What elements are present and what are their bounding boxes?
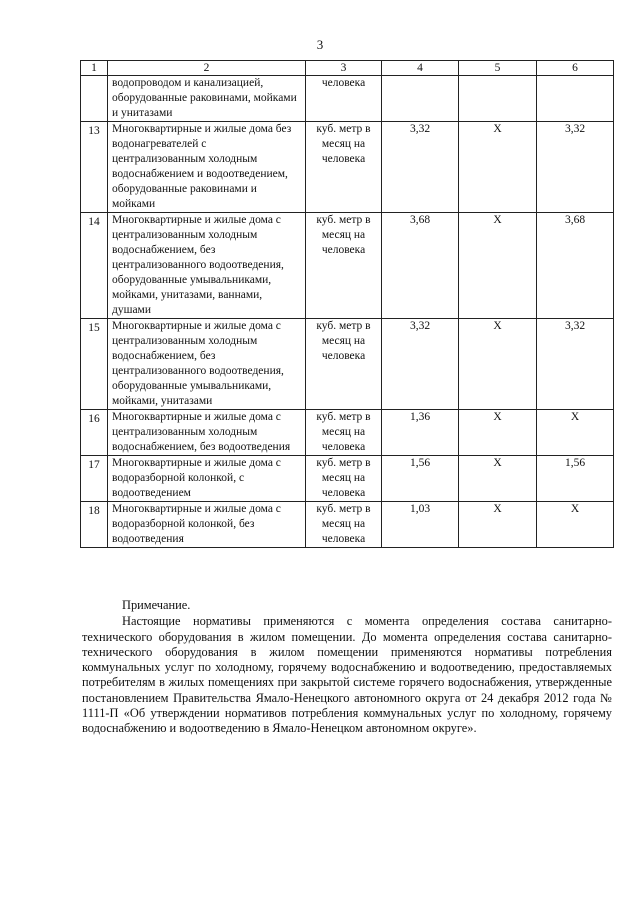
table-row-continued <box>81 76 614 122</box>
note-text: Настоящие нормативы применяются с момента определения состава санитарно-технического оборудования в жилом помещении. До момента определения состава санитарно-технического оборудования в жилом помещении применяются нормативы потребления коммунальных услуг по холодному, горячему водоснабжению и водоотведению, предоставляемых потребителям в жилых помещениях при закрытой системе горячего водоснабжения, утвержденные постановлением Правительства Ямало-Ненецкого автономного округа от 24 декабря 2012 года № 1111-П «Об утверждении нормативов потребления коммунальных услуг по холодному, горячему водоснабжению и водоотведению в Ямало-Ненецком автономном округе». <box>82 614 612 736</box>
row-value-4: 1,36 <box>382 410 459 456</box>
row-value-5 <box>459 76 537 122</box>
row-value-5: Х <box>459 410 537 456</box>
note-title: Примечание. <box>122 598 191 612</box>
table-row <box>81 502 614 548</box>
table-row <box>81 410 614 456</box>
table-row <box>81 122 614 213</box>
row-description: Многоквартирные и жилые дома с централизованным холодным водоснабжением, без централизованного водоотведения, оборудованные умывальниками, мойками, унитазами, ваннами, душами <box>108 213 306 319</box>
column-number: 4 <box>382 61 459 76</box>
row-number: 13 <box>81 122 108 213</box>
row-value-5: Х <box>459 456 537 502</box>
row-value-4: 3,32 <box>382 122 459 213</box>
column-number: 2 <box>108 61 306 76</box>
row-number: 14 <box>81 213 108 319</box>
row-value-6: 1,56 <box>537 456 614 502</box>
table-row <box>81 319 614 410</box>
row-value-4: 1,03 <box>382 502 459 548</box>
row-value-5: Х <box>459 319 537 410</box>
row-unit: человека <box>306 76 382 122</box>
row-number: 15 <box>81 319 108 410</box>
row-number <box>81 76 108 122</box>
table-row <box>81 456 614 502</box>
row-description: Многоквартирные и жилые дома с централизованным холодным водоснабжением, без водоотведения <box>108 410 306 456</box>
table-row <box>81 213 614 319</box>
row-unit: куб. метр в месяц на человека <box>306 410 382 456</box>
row-unit: куб. метр в месяц на человека <box>306 213 382 319</box>
column-number: 6 <box>537 61 614 76</box>
row-value-4: 1,56 <box>382 456 459 502</box>
row-value-6: 3,68 <box>537 213 614 319</box>
page-number: 3 <box>316 37 324 52</box>
row-value-4: 3,68 <box>382 213 459 319</box>
row-value-6: Х <box>537 410 614 456</box>
row-value-4 <box>382 76 459 122</box>
column-number: 1 <box>81 61 108 76</box>
row-number: 16 <box>81 410 108 456</box>
row-value-6: Х <box>537 502 614 548</box>
row-value-5: Х <box>459 213 537 319</box>
row-value-5: Х <box>459 122 537 213</box>
row-number: 17 <box>81 456 108 502</box>
column-number-row <box>81 61 614 76</box>
row-description: Многоквартирные и жилые дома с водоразборной колонкой, с водоотведением <box>108 456 306 502</box>
row-value-4: 3,32 <box>382 319 459 410</box>
row-description: Многоквартирные и жилые дома с централизованным холодным водоснабжением, без централизованного водоотведения, оборудованные умывальниками, мойками, унитазами <box>108 319 306 410</box>
row-unit: куб. метр в месяц на человека <box>306 319 382 410</box>
column-number: 3 <box>306 61 382 76</box>
norms-table <box>80 60 614 548</box>
column-number: 5 <box>459 61 537 76</box>
row-unit: куб. метр в месяц на человека <box>306 502 382 548</box>
row-value-5: Х <box>459 502 537 548</box>
row-number: 18 <box>81 502 108 548</box>
row-description: Многоквартирные и жилые дома с водоразборной колонкой, без водоотведения <box>108 502 306 548</box>
note-section <box>82 598 612 737</box>
row-value-6 <box>537 76 614 122</box>
row-unit: куб. метр в месяц на человека <box>306 456 382 502</box>
row-value-6: 3,32 <box>537 122 614 213</box>
row-unit: куб. метр в месяц на человека <box>306 122 382 213</box>
row-description: Многоквартирные и жилые дома без водонагревателей с централизованным холодным водоснабжением и водоотведением, оборудованные раковинами и мойками <box>108 122 306 213</box>
row-value-6: 3,32 <box>537 319 614 410</box>
row-description: водопроводом и канализацией, оборудованные раковинами, мойками и унитазами <box>108 76 306 122</box>
